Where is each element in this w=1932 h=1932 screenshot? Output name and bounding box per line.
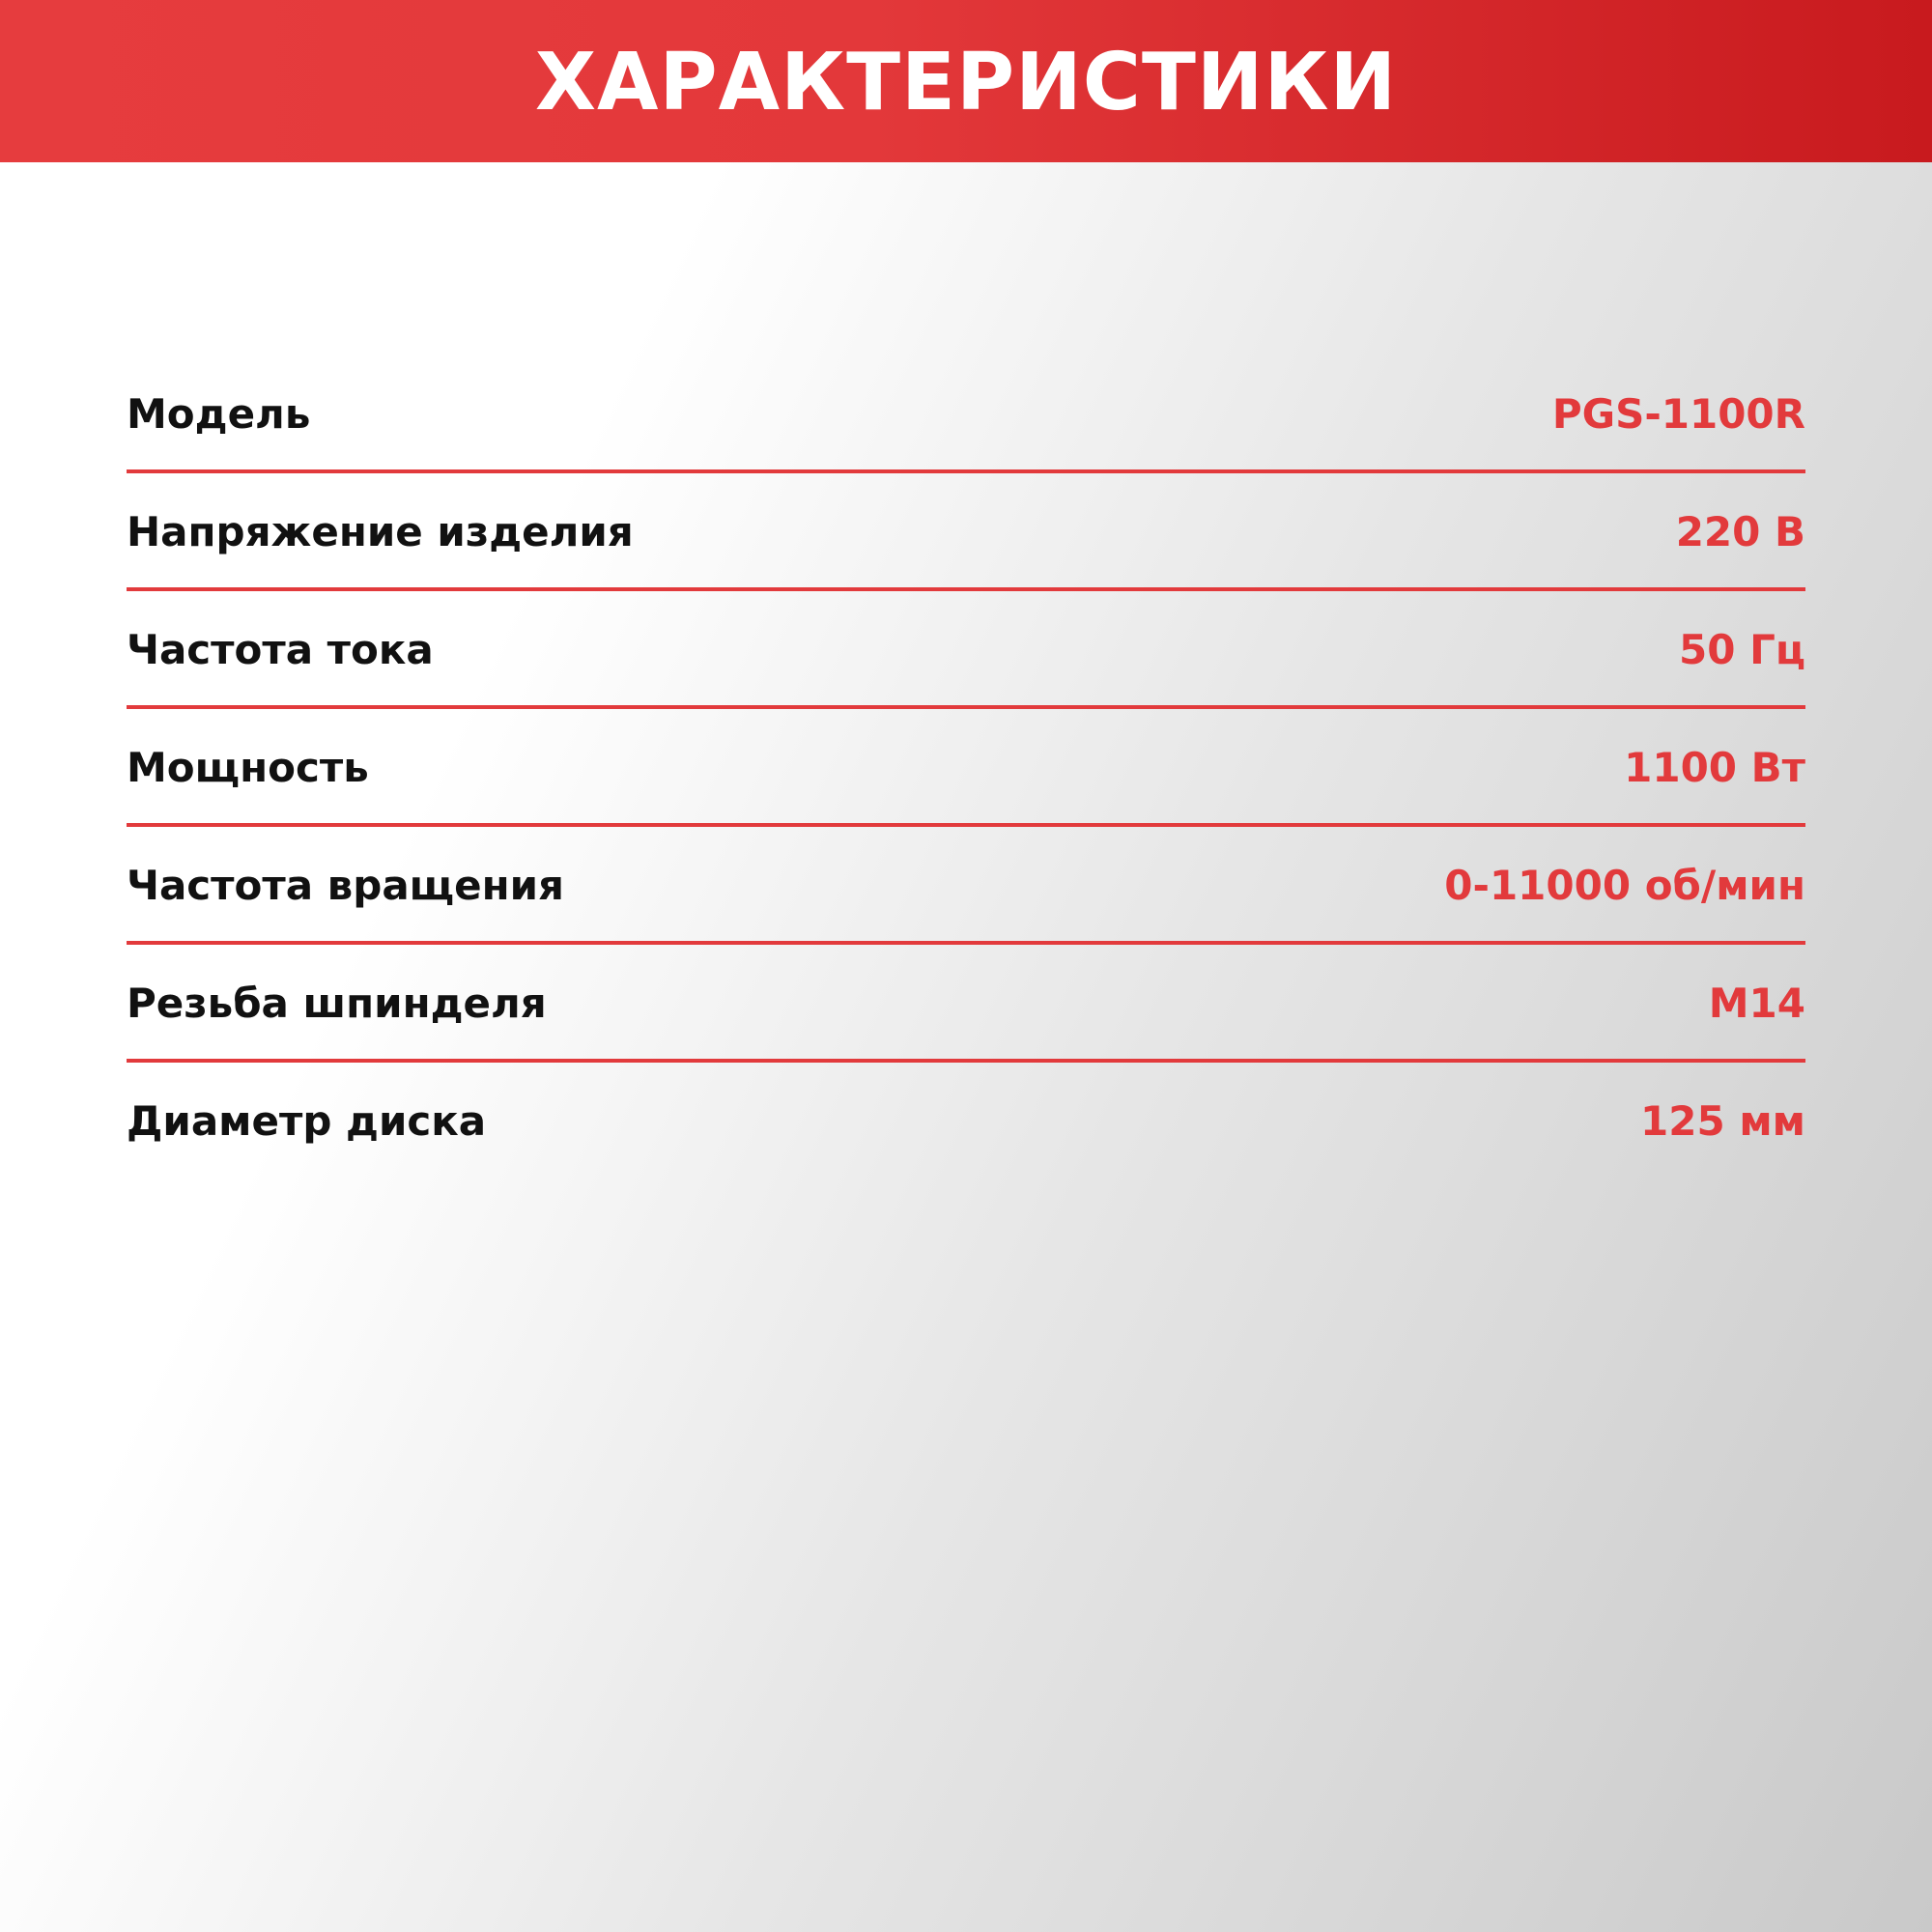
spec-value: 0-11000 об/мин [1444,862,1805,909]
spec-row-power [127,709,1805,827]
spec-value: 220 В [1675,508,1805,555]
spec-label: Резьба шпинделя [127,980,547,1027]
spec-label: Частота вращения [127,862,564,909]
spec-label: Напряжение изделия [127,508,634,555]
spec-row-disc-diameter [127,1063,1805,1180]
spec-value: М14 [1708,980,1805,1027]
spec-value: PGS-1100R [1551,390,1805,438]
spec-row-voltage [127,473,1805,591]
spec-value: 50 Гц [1679,626,1805,673]
spec-table [127,355,1805,1180]
spec-label: Мощность [127,744,369,791]
spec-label: Диаметр диска [127,1097,487,1145]
spec-value: 125 мм [1640,1097,1805,1145]
spec-row-model [127,355,1805,473]
spec-label: Частота тока [127,626,434,673]
spec-value: 1100 Вт [1624,744,1805,791]
spec-row-frequency [127,591,1805,709]
spec-row-rotation-speed [127,827,1805,945]
page-title: ХАРАКТЕРИСТИКИ [534,37,1398,128]
header-banner [0,0,1932,162]
spec-label: Модель [127,390,311,438]
spec-row-spindle-thread [127,945,1805,1063]
